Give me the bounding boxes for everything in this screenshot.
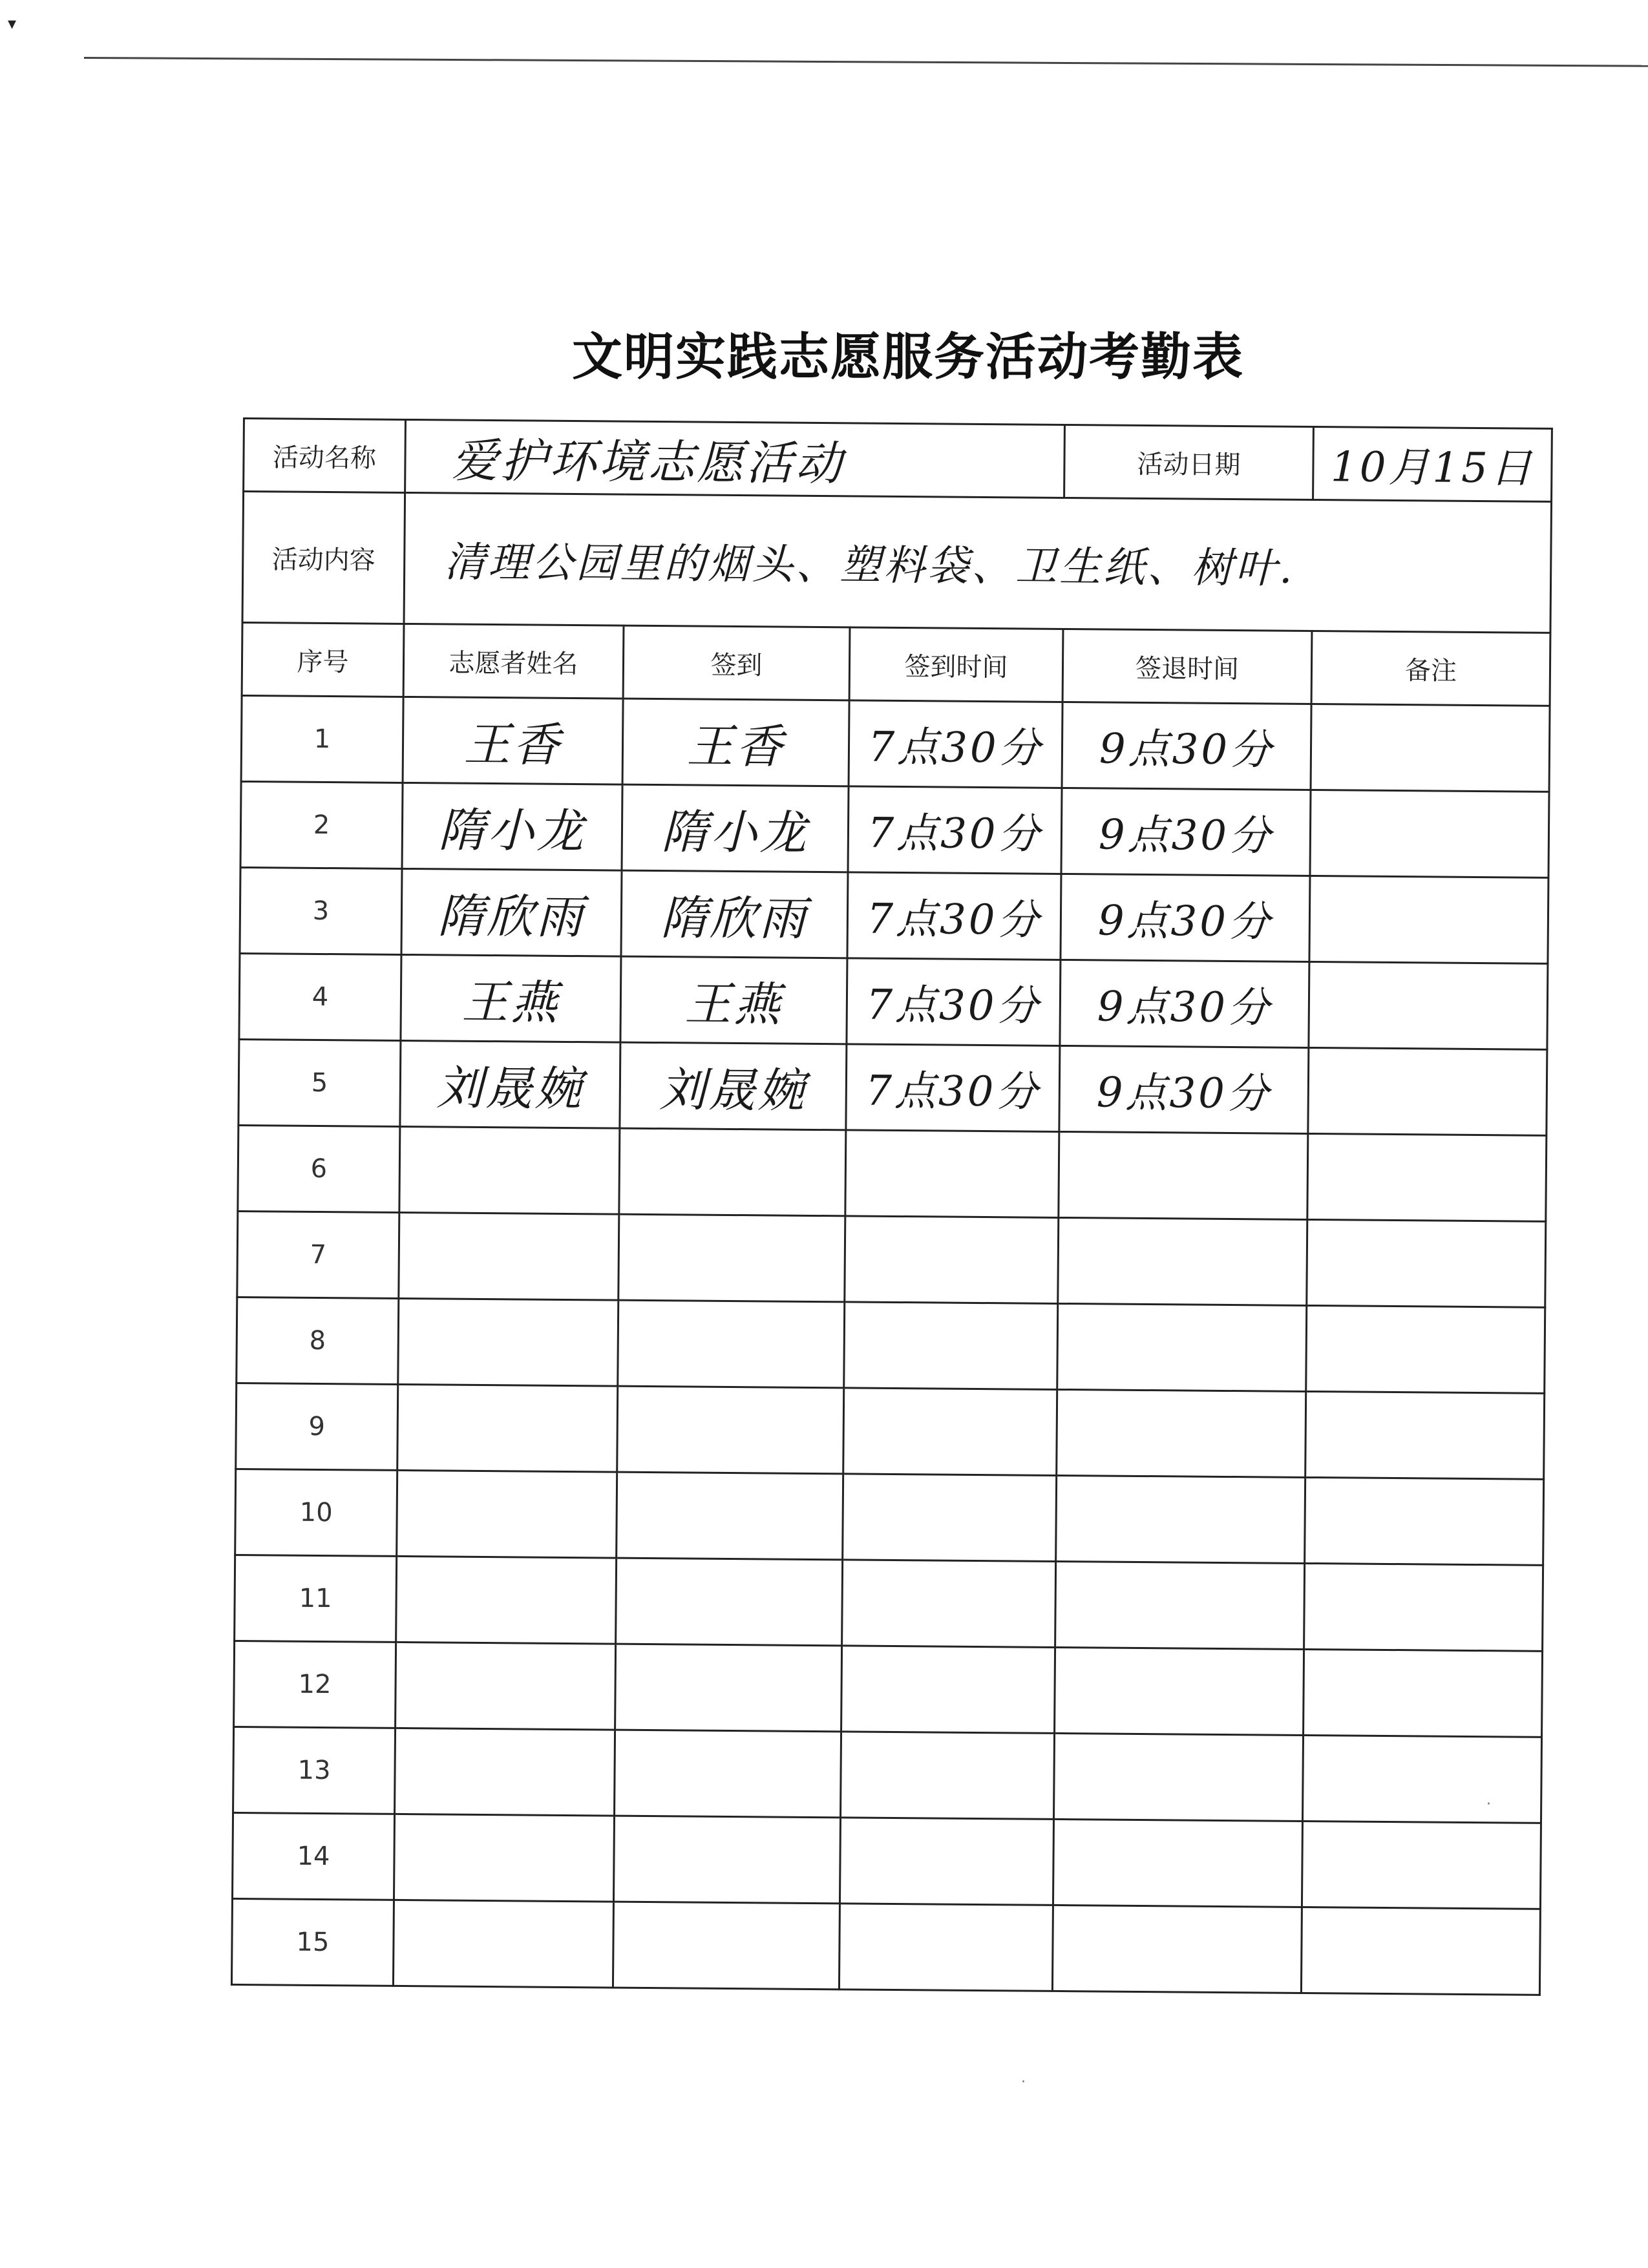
- signin-time-cell: 7点30分: [846, 1044, 1060, 1132]
- signin-time-cell: [839, 1904, 1053, 1991]
- signature-cell: [619, 1128, 846, 1216]
- row-number-cell: 5: [238, 1039, 401, 1126]
- top-rule: [84, 57, 1648, 67]
- volunteer-name-cell: [397, 1470, 617, 1558]
- signature-cell: [613, 1816, 840, 1904]
- page-title: 文明实践志愿服务活动考勤表: [571, 328, 1244, 386]
- remarks-cell: [1304, 1649, 1543, 1737]
- attendance-table: [231, 417, 1553, 1996]
- row-number-cell: 1: [241, 695, 403, 782]
- signout-time-cell: 9点30分: [1062, 702, 1311, 790]
- table-row: [237, 1211, 1546, 1307]
- column-header-signin-time: 签到时间: [849, 627, 1063, 702]
- signout-time-cell: [1053, 1819, 1302, 1907]
- column-header-signin: 签到: [623, 625, 850, 700]
- remarks-cell: [1309, 961, 1548, 1049]
- signature-cell: [613, 1902, 840, 1990]
- row-number-cell: 12: [234, 1641, 396, 1728]
- row-number-cell: 2: [240, 781, 403, 868]
- remarks-cell: [1310, 790, 1549, 877]
- row-number-cell: 4: [239, 953, 401, 1040]
- attendance-sheet: [231, 417, 1551, 1991]
- table-row: [235, 1469, 1544, 1565]
- signout-time-cell: 9点30分: [1061, 874, 1310, 961]
- signature-cell: [615, 1644, 842, 1732]
- activity-name-label: 活动名称: [244, 419, 406, 493]
- scan-speck: ·: [1021, 2074, 1026, 2090]
- signout-time-cell: [1054, 1733, 1304, 1821]
- volunteer-name-cell: [394, 1814, 614, 1902]
- signature-cell: [616, 1558, 843, 1646]
- volunteer-name-cell: [395, 1728, 615, 1816]
- row-number-cell: 6: [238, 1125, 400, 1212]
- volunteer-name-cell: 刘晟婉: [400, 1040, 620, 1128]
- activity-content-row: [242, 492, 1552, 633]
- scan-corner-mark: ▾: [8, 14, 17, 34]
- remarks-cell: [1311, 704, 1550, 792]
- signature-cell: [618, 1300, 845, 1388]
- signin-time-cell: 7点30分: [847, 958, 1061, 1046]
- row-number-cell: 8: [237, 1297, 399, 1384]
- activity-name-value: 爱护环境志愿活动: [405, 419, 1065, 498]
- table-row: [235, 1555, 1543, 1651]
- table-row: [238, 1125, 1547, 1221]
- signature-cell: 王燕: [620, 956, 847, 1044]
- scan-speck: ·: [1486, 1796, 1491, 1812]
- table-header-row: [242, 623, 1550, 706]
- activity-content-label: 活动内容: [242, 492, 405, 624]
- table-row: [237, 1297, 1545, 1393]
- table-row: [234, 1641, 1543, 1737]
- row-number-cell: 7: [237, 1211, 399, 1298]
- remarks-cell: [1306, 1305, 1545, 1393]
- table-row: [240, 781, 1549, 877]
- column-header-remarks: 备注: [1311, 631, 1550, 706]
- signin-time-cell: [842, 1560, 1056, 1648]
- row-number-cell: 13: [233, 1727, 396, 1814]
- signout-time-cell: 9点30分: [1060, 960, 1309, 1047]
- signature-cell: 刘晟婉: [620, 1042, 847, 1130]
- table-row: [231, 1898, 1540, 1995]
- signout-time-cell: 9点30分: [1059, 1045, 1309, 1133]
- row-number-cell: 9: [236, 1383, 398, 1470]
- volunteer-name-cell: [396, 1642, 616, 1730]
- table-row: [233, 1727, 1542, 1823]
- volunteer-name-cell: [396, 1556, 617, 1644]
- signin-time-cell: [840, 1818, 1053, 1906]
- remarks-cell: [1305, 1391, 1545, 1479]
- signout-time-cell: [1052, 1905, 1302, 1993]
- volunteer-name-cell: [398, 1298, 618, 1386]
- signature-cell: 隋欣雨: [621, 870, 848, 958]
- signin-time-cell: [843, 1388, 1057, 1476]
- signature-cell: [617, 1472, 843, 1560]
- activity-date-value: 10月15日: [1313, 427, 1552, 502]
- signout-time-cell: [1059, 1131, 1308, 1219]
- signin-time-cell: 7点30分: [849, 700, 1062, 788]
- volunteer-name-cell: 王香: [403, 697, 623, 784]
- remarks-cell: [1307, 1133, 1547, 1221]
- signin-time-cell: [845, 1130, 1059, 1218]
- row-number-cell: 15: [231, 1898, 394, 1986]
- column-header-no: 序号: [242, 623, 404, 697]
- remarks-cell: [1304, 1563, 1543, 1651]
- column-header-name: 志愿者姓名: [403, 624, 624, 698]
- signout-time-cell: [1055, 1561, 1305, 1649]
- signature-cell: [615, 1730, 841, 1818]
- signature-cell: 王香: [622, 698, 849, 786]
- remarks-cell: [1305, 1477, 1544, 1565]
- volunteer-name-cell: [399, 1212, 619, 1300]
- volunteer-name-cell: 隋欣雨: [401, 868, 622, 956]
- signout-time-cell: [1055, 1647, 1304, 1735]
- signout-time-cell: [1057, 1389, 1306, 1477]
- signature-cell: [618, 1214, 845, 1302]
- remarks-cell: [1308, 1047, 1547, 1135]
- table-row: [239, 953, 1548, 1049]
- activity-content-value: 清理公园里的烟头、塑料袋、卫生纸、树叶.: [404, 492, 1552, 633]
- signout-time-cell: [1058, 1217, 1307, 1305]
- signature-cell: 隋小龙: [622, 784, 849, 872]
- signout-time-cell: 9点30分: [1061, 788, 1311, 876]
- volunteer-name-cell: [397, 1384, 618, 1472]
- signout-time-cell: [1056, 1475, 1305, 1563]
- table-row: [241, 695, 1550, 792]
- signout-time-cell: [1057, 1303, 1307, 1391]
- table-row: [238, 1039, 1547, 1135]
- signin-time-cell: [844, 1302, 1058, 1390]
- row-number-cell: 14: [232, 1812, 394, 1900]
- volunteer-name-cell: [399, 1126, 620, 1214]
- table-row: [240, 867, 1548, 963]
- remarks-cell: [1302, 1821, 1541, 1909]
- volunteer-name-cell: [393, 1900, 613, 1988]
- row-number-cell: 11: [235, 1555, 397, 1642]
- signin-time-cell: [843, 1474, 1057, 1562]
- activity-name-row: [244, 419, 1552, 502]
- signin-time-cell: [841, 1646, 1055, 1734]
- signature-cell: [617, 1386, 844, 1474]
- volunteer-name-cell: 王燕: [401, 954, 621, 1042]
- signin-time-cell: [845, 1216, 1059, 1304]
- column-header-signout-time: 签退时间: [1062, 629, 1312, 704]
- remarks-cell: [1307, 1219, 1546, 1307]
- remarks-cell: [1301, 1907, 1540, 1995]
- signin-time-cell: 7点30分: [847, 872, 1061, 960]
- activity-date-label: 活动日期: [1064, 425, 1314, 499]
- remarks-cell: [1303, 1735, 1542, 1823]
- row-number-cell: 10: [235, 1469, 397, 1556]
- signin-time-cell: [841, 1732, 1055, 1820]
- remarks-cell: [1309, 876, 1548, 963]
- signin-time-cell: 7点30分: [848, 786, 1062, 874]
- volunteer-name-cell: 隋小龙: [402, 782, 622, 870]
- row-number-cell: 3: [240, 867, 402, 954]
- table-row: [236, 1383, 1545, 1479]
- table-row: [232, 1812, 1541, 1909]
